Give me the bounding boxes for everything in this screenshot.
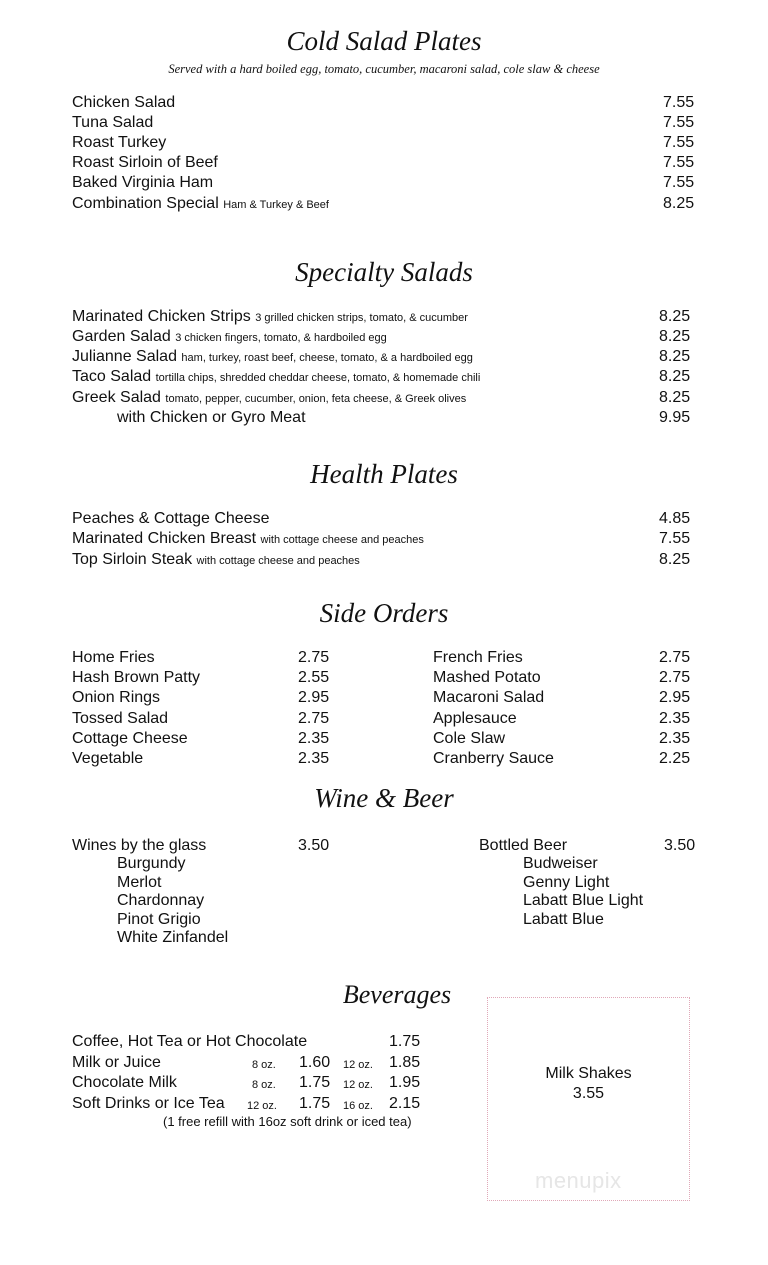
menu-item: Vegetable [72,750,144,767]
menu-item: Tuna Salad [72,114,154,131]
menu-item: Hash Brown Patty [72,669,201,686]
beer-item: Labatt Blue [523,911,604,928]
beverage-price: 1.85 [389,1054,421,1071]
menu-item-price: 2.75 [659,649,691,666]
menu-item-price: 2.35 [659,710,691,727]
menu-item-price: 8.25 [663,195,695,212]
menu-item: Cottage Cheese [72,730,188,747]
menu-item-price: 9.95 [659,409,691,426]
menu-item-price: 7.55 [663,134,695,151]
beer-item: Genny Light [523,874,610,891]
menu-item-price: 8.25 [659,551,691,568]
menu-item: Garden Salad 3 chicken fingers, tomato, & hardboiled egg [72,328,387,345]
beverage-size: 8 oz. [252,1079,276,1091]
menu-item: Roast Turkey [72,134,167,151]
menu-item: Onion Rings [72,689,161,706]
menu-item-price: 8.25 [659,368,691,385]
beer-item: Labatt Blue Light [523,892,644,909]
menu-item: Cranberry Sauce [433,750,554,767]
menu-item-price: 7.55 [663,154,695,171]
menu-item-price: 2.35 [659,730,691,747]
menu-item-price: 7.55 [663,114,695,131]
menu-item: Combination Special Ham & Turkey & Beef [72,195,329,212]
menu-item: Peaches & Cottage Cheese [72,510,270,527]
menu-item: French Fries [433,649,523,666]
menu-item: Taco Salad tortilla chips, shredded cheddar cheese, tomato, & homemade chili [72,368,481,385]
menu-item: Macaroni Salad [433,689,545,706]
beverage-size: 16 oz. [343,1100,373,1112]
beer-price: 3.50 [664,837,696,854]
menu-item: Marinated Chicken Strips 3 grilled chicken strips, tomato, & cucumber [72,308,468,325]
beverage-price: 1.75 [299,1074,331,1091]
menu-item: Roast Sirloin of Beef [72,154,218,171]
menu-item-price: 2.55 [298,669,330,686]
menu-item: Julianne Salad ham, turkey, roast beef, cheese, tomato, & a hardboiled egg [72,348,473,365]
menu-item-price: 2.35 [298,730,330,747]
menu-item-price: 2.25 [659,750,691,767]
menu-item-addon: with Chicken or Gyro Meat [117,409,306,426]
menu-item: Chicken Salad [72,94,176,111]
menu-item: Top Sirloin Steak with cottage cheese and peaches [72,551,360,568]
wine-beer-title: Wine & Beer [314,783,454,813]
menu-item: Greek Salad tomato, pepper, cucumber, onion, feta cheese, & Greek olives [72,389,467,406]
menu-item-price: 2.95 [659,689,691,706]
beverage-price: 1.75 [299,1095,331,1112]
wine-item: Merlot [117,874,162,891]
beer-label: Bottled Beer [479,837,568,854]
wine-item: Pinot Grigio [117,911,201,928]
menu-item-price: 7.55 [663,174,695,191]
menu-item: Tossed Salad [72,710,169,727]
health-plates-title: Health Plates [310,459,458,489]
cold-salad-title: Cold Salad Plates [286,26,482,56]
beverage-size: 12 oz. [343,1059,373,1071]
menu-item-price: 7.55 [663,94,695,111]
menu-item-price: 2.75 [298,710,330,727]
milkshake-price: 3.55 [572,1085,605,1102]
wine-price: 3.50 [298,837,330,854]
menu-item: Mashed Potato [433,669,541,686]
wine-label: Wines by the glass [72,837,207,854]
menu-item-price: 2.75 [298,649,330,666]
beverage-item: Soft Drinks or Ice Tea [72,1095,225,1112]
menu-item: Cole Slaw [433,730,506,747]
milkshake-label: Milk Shakes [545,1065,632,1082]
beverage-item: Milk or Juice [72,1054,161,1071]
wine-item: Chardonnay [117,892,205,909]
beverage-price: 1.95 [389,1074,421,1091]
beverages-title: Beverages [342,980,452,1009]
menu-item-price: 8.25 [659,308,691,325]
beverage-item: Chocolate Milk [72,1074,177,1091]
side-orders-title: Side Orders [319,598,449,628]
beverage-size: 12 oz. [247,1100,277,1112]
cold-salad-subtitle: Served with a hard boiled egg, tomato, cucumber, macaroni salad, cole slaw & cheese [168,62,600,76]
menu-item-price: 2.35 [298,750,330,767]
watermark-logo: menupix [535,1168,622,1193]
menu-item-price: 4.85 [659,510,691,527]
menu-item-price: 2.75 [659,669,691,686]
beverage-price: 1.60 [299,1054,331,1071]
wine-item: White Zinfandel [117,929,229,946]
menu-item: Baked Virginia Ham [72,174,214,191]
menu-item: Marinated Chicken Breast with cottage cheese and peaches [72,530,424,547]
menu-item-price: 8.25 [659,348,691,365]
menu-item-desc: Ham & Turkey & Beef [223,199,329,211]
beverage-note: (1 free refill with 16oz soft drink or iced tea) [163,1114,412,1129]
menu-item-price: 2.95 [298,689,330,706]
beverage-price: 1.75 [389,1033,421,1050]
beverage-price: 2.15 [389,1095,421,1112]
beverage-size: 12 oz. [343,1079,373,1091]
menu-item-price: 8.25 [659,328,691,345]
specialty-salads-title: Specialty Salads [295,257,473,287]
beverage-size: 8 oz. [252,1059,276,1071]
beer-item: Budweiser [523,855,598,872]
menu-item: Applesauce [433,710,517,727]
beverage-item: Coffee, Hot Tea or Hot Chocolate [72,1033,308,1050]
menu-item-price: 8.25 [659,389,691,406]
menu-item-price: 7.55 [659,530,691,547]
menu-item: Home Fries [72,649,155,666]
wine-item: Burgundy [117,855,186,872]
